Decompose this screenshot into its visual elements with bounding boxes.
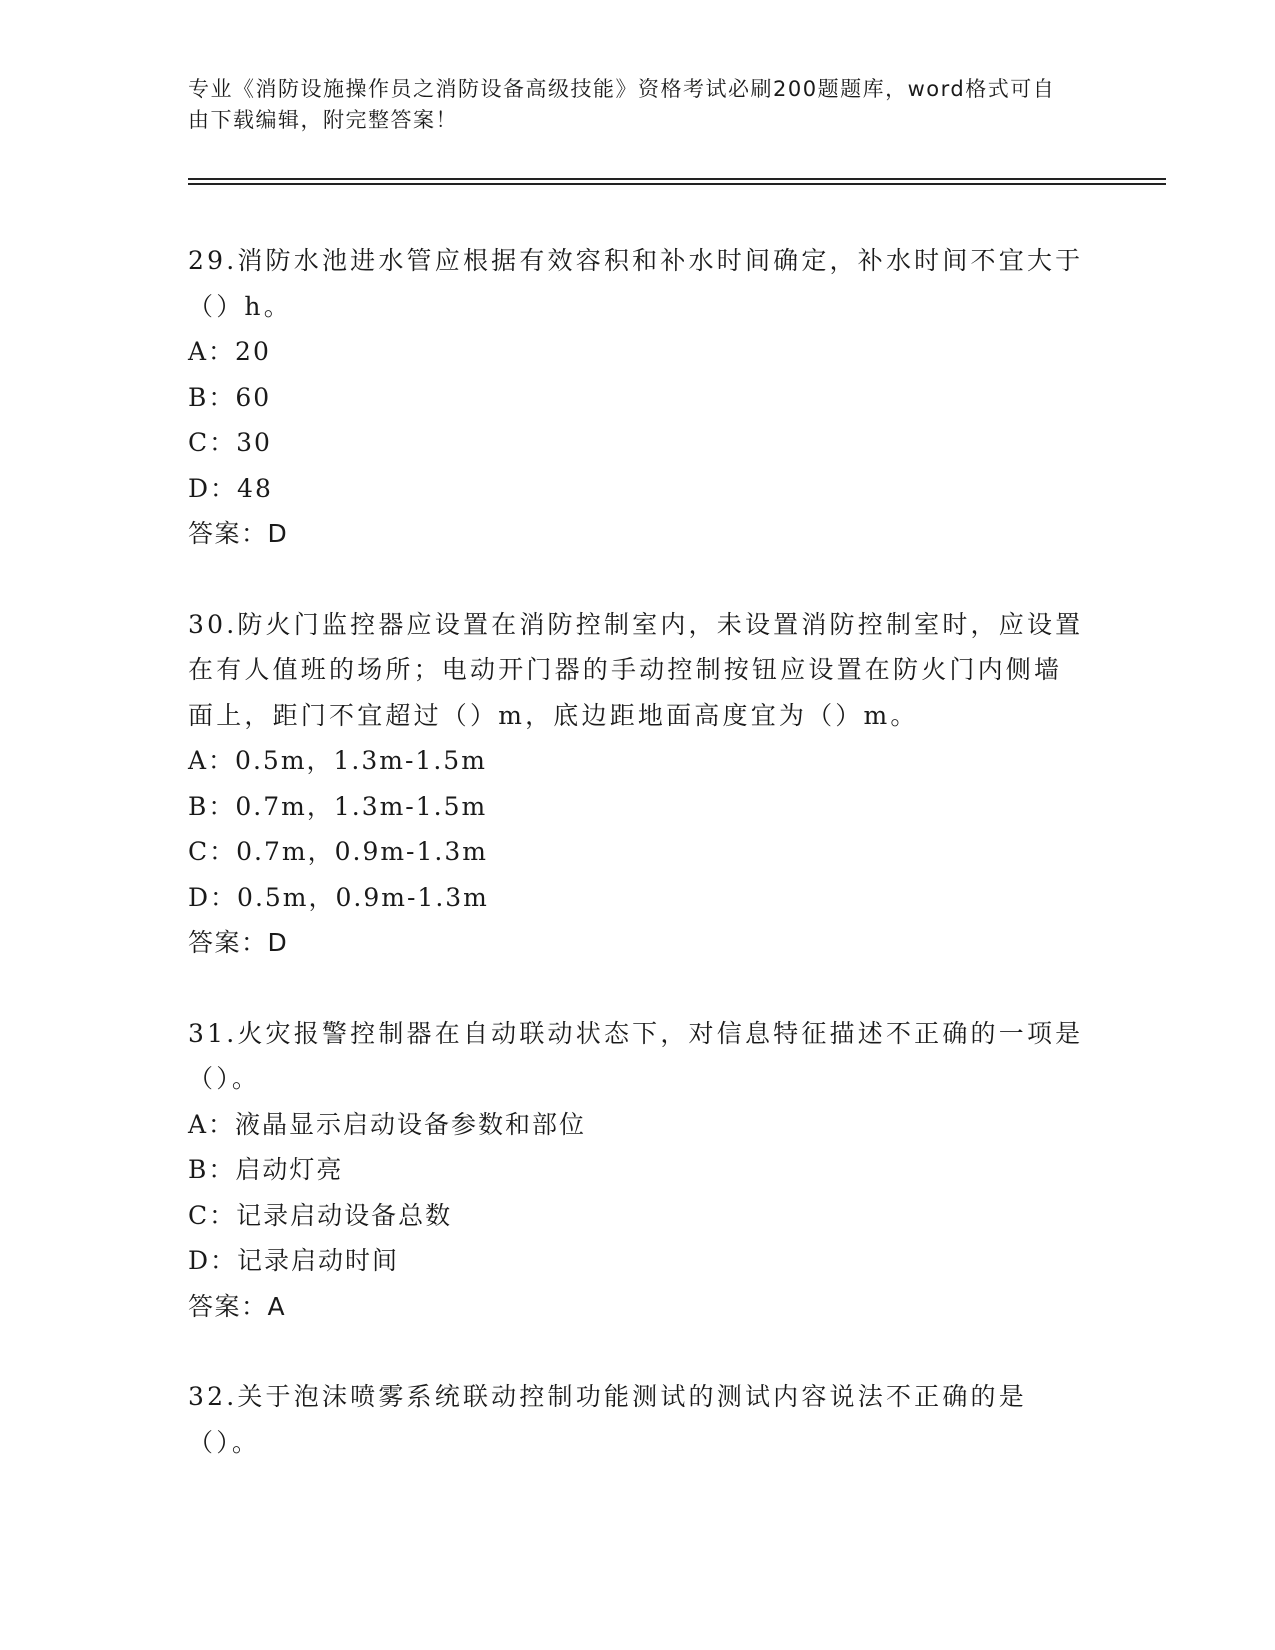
option-b: B：0.7m，1.3m-1.5m bbox=[188, 791, 488, 821]
header-divider-bottom bbox=[188, 183, 1166, 185]
option-d: D：0.5m，0.9m-1.3m bbox=[188, 882, 489, 912]
option-a: A：液晶显示启动设备参数和部位 bbox=[188, 1109, 587, 1139]
question-stem: 29.消防水池进水管应根据有效容积和补水时间确定，补水时间不宜大于（）h。 bbox=[188, 246, 1084, 321]
question-stem: 32.关于泡沫喷雾系统联动控制功能测试的测试内容说法不正确的是（）。 bbox=[188, 1382, 1027, 1457]
question-29 bbox=[188, 238, 1088, 557]
question-stem: 30.防火门监控器应设置在消防控制室内，未设置消防控制室时，应设置在有人值班的场所；电动开门器的手动控制按钮应设置在防火门内侧墙面上，距门不宜超过（）m，底边距地面高度宜为（）m。 bbox=[188, 609, 1084, 730]
question-30 bbox=[188, 602, 1088, 966]
answer-line: 答案：D bbox=[188, 928, 289, 957]
answer-line: 答案：D bbox=[188, 519, 289, 548]
option-b: B：启动灯亮 bbox=[188, 1155, 344, 1184]
option-b: B：60 bbox=[188, 382, 272, 412]
option-d: D：记录启动时间 bbox=[188, 1246, 400, 1275]
answer-line: 答案：A bbox=[188, 1291, 287, 1321]
option-c: C：0.7m，0.9m-1.3m bbox=[188, 837, 488, 866]
question-stem: 31.火灾报警控制器在自动联动状态下，对信息特征描述不正确的一项是（）。 bbox=[188, 1018, 1084, 1093]
question-list bbox=[188, 238, 1088, 1510]
option-c: C：记录启动设备总数 bbox=[188, 1200, 453, 1230]
option-a: A：20 bbox=[188, 337, 271, 366]
question-32 bbox=[188, 1374, 1088, 1465]
option-c: C：30 bbox=[188, 428, 272, 457]
question-31 bbox=[188, 1011, 1088, 1330]
document-header: 专业《消防设施操作员之消防设备高级技能》资格考试必刷200题题库，word格式可自由下载编辑，附完整答案！ bbox=[188, 77, 1056, 132]
option-d: D：48 bbox=[188, 473, 273, 503]
option-a: A：0.5m，1.3m-1.5m bbox=[188, 746, 487, 775]
header-divider-top bbox=[188, 178, 1166, 180]
